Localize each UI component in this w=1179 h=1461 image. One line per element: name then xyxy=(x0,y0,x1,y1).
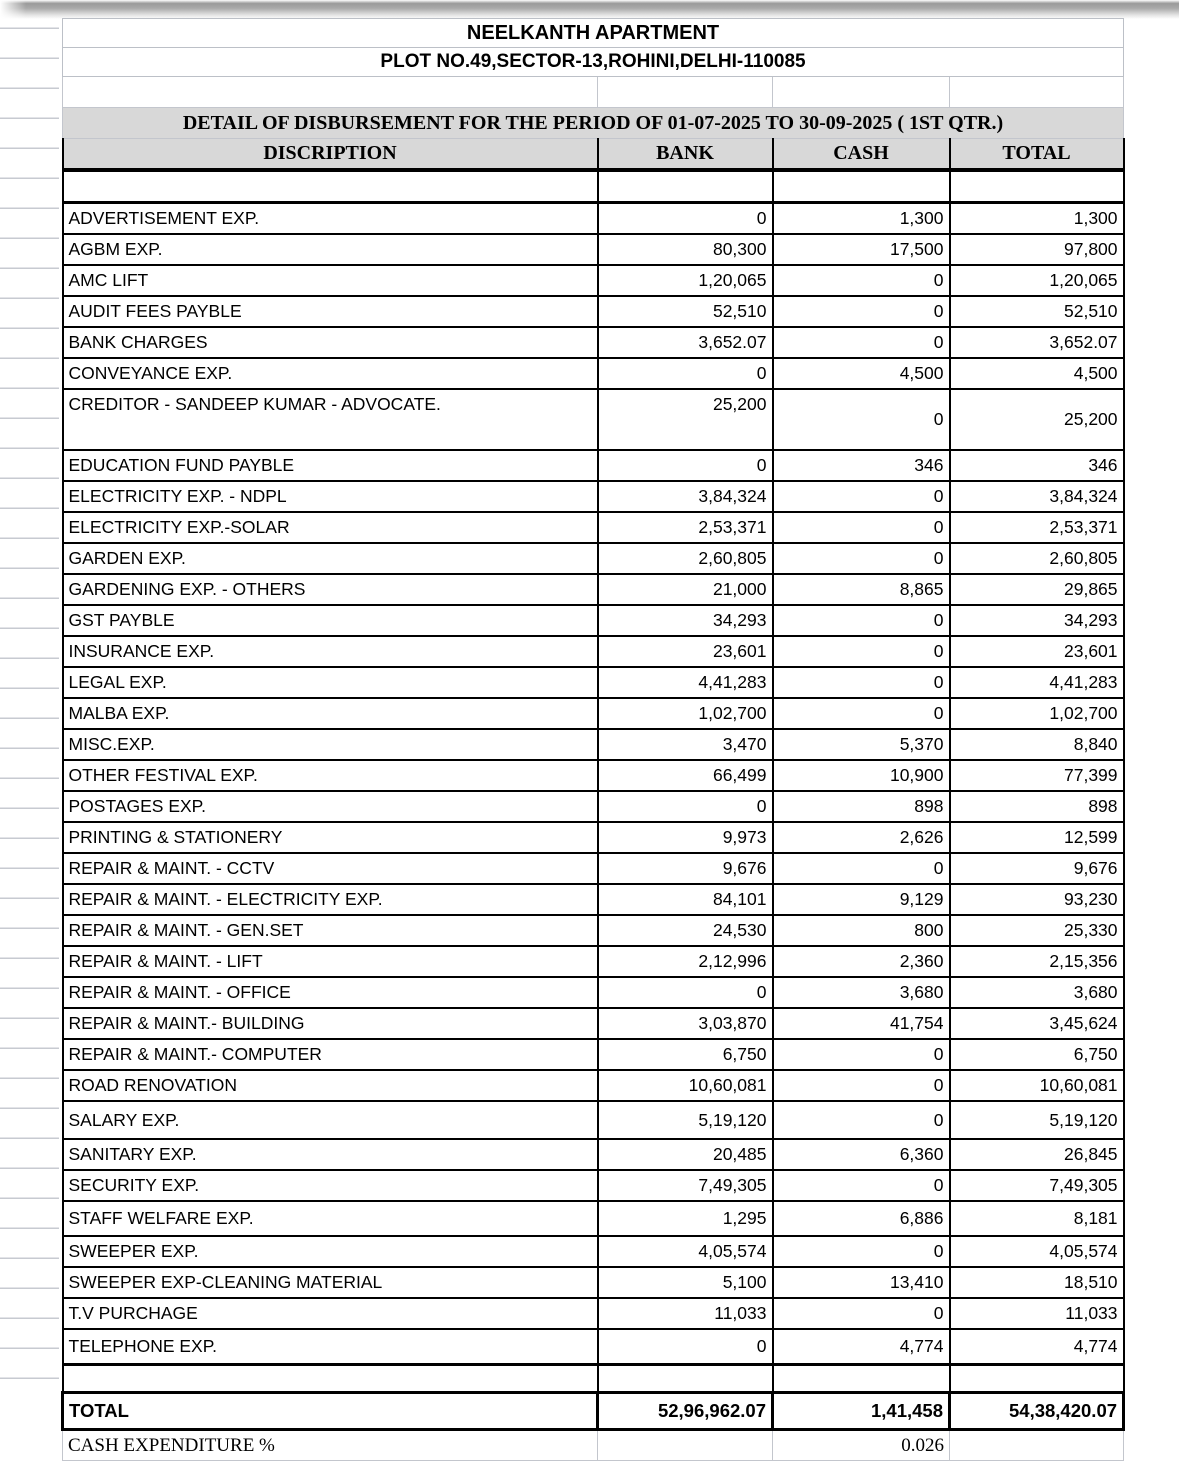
col-header-discription: DISCRIPTION xyxy=(63,139,598,171)
cash-amount: 0 xyxy=(773,1039,950,1070)
total-amount: 898 xyxy=(950,791,1124,822)
cash-amount: 0 xyxy=(773,327,950,358)
total-amount: 25,200 xyxy=(950,389,1124,450)
table-row xyxy=(63,265,1124,296)
bank-amount: 11,033 xyxy=(598,1298,773,1329)
table-row xyxy=(63,358,1124,389)
total-amount: 34,293 xyxy=(950,605,1124,636)
total-amount: 2,53,371 xyxy=(950,512,1124,543)
table-row xyxy=(63,667,1124,698)
row-description: INSURANCE EXP. xyxy=(63,636,598,667)
total-amount: 1,300 xyxy=(950,203,1124,235)
total-row xyxy=(63,1393,1124,1430)
total-amount: 4,774 xyxy=(950,1329,1124,1365)
cash-amount: 800 xyxy=(773,915,950,946)
cash-amount: 6,886 xyxy=(773,1201,950,1236)
total-amount: 9,676 xyxy=(950,853,1124,884)
row-description: PRINTING & STATIONERY xyxy=(63,822,598,853)
bank-amount: 0 xyxy=(598,203,773,235)
total-total-amount: 54,38,420.07 xyxy=(950,1393,1124,1430)
cash-expenditure-row xyxy=(63,1430,1124,1461)
bank-amount: 34,293 xyxy=(598,605,773,636)
page-title: NEELKANTH APARTMENT xyxy=(63,19,1124,48)
total-amount: 1,02,700 xyxy=(950,698,1124,729)
bank-amount: 2,53,371 xyxy=(598,512,773,543)
cash-amount: 2,626 xyxy=(773,822,950,853)
row-description: OTHER FESTIVAL EXP. xyxy=(63,760,598,791)
table-row xyxy=(63,296,1124,327)
row-description: CREDITOR - SANDEEP KUMAR - ADVOCATE. xyxy=(63,389,598,450)
total-amount: 1,20,065 xyxy=(950,265,1124,296)
row-description: CONVEYANCE EXP. xyxy=(63,358,598,389)
bank-amount: 5,100 xyxy=(598,1267,773,1298)
table-row xyxy=(63,1139,1124,1170)
row-description: REPAIR & MAINT. - ELECTRICITY EXP. xyxy=(63,884,598,915)
table-row xyxy=(63,1267,1124,1298)
row-description: ELECTRICITY EXP. - NDPL xyxy=(63,481,598,512)
total-cash-amount: 1,41,458 xyxy=(773,1393,950,1430)
cash-amount: 2,360 xyxy=(773,946,950,977)
total-amount: 3,45,624 xyxy=(950,1008,1124,1039)
cash-amount: 5,370 xyxy=(773,729,950,760)
total-amount: 18,510 xyxy=(950,1267,1124,1298)
row-description: MALBA EXP. xyxy=(63,698,598,729)
bank-amount: 21,000 xyxy=(598,574,773,605)
row-description: AUDIT FEES PAYBLE xyxy=(63,296,598,327)
cash-amount: 3,680 xyxy=(773,977,950,1008)
bank-amount: 0 xyxy=(598,977,773,1008)
table-row xyxy=(63,1101,1124,1139)
row-description: LEGAL EXP. xyxy=(63,667,598,698)
table-row xyxy=(63,512,1124,543)
footer-section xyxy=(63,1365,1124,1461)
row-description: TELEPHONE EXP. xyxy=(63,1329,598,1365)
cash-amount: 0 xyxy=(773,296,950,327)
row-description: T.V PURCHAGE xyxy=(63,1298,598,1329)
total-amount: 346 xyxy=(950,450,1124,481)
table-row xyxy=(63,884,1124,915)
cash-amount: 8,865 xyxy=(773,574,950,605)
bank-amount: 7,49,305 xyxy=(598,1170,773,1201)
total-amount: 6,750 xyxy=(950,1039,1124,1070)
title-row xyxy=(63,19,1124,48)
table-row xyxy=(63,1170,1124,1201)
page-top-scan-band xyxy=(0,0,1179,19)
cash-amount: 4,500 xyxy=(773,358,950,389)
total-amount: 25,330 xyxy=(950,915,1124,946)
row-description: REPAIR & MAINT.- BUILDING xyxy=(63,1008,598,1039)
table-row xyxy=(63,389,1124,450)
row-description: EDUCATION FUND PAYBLE xyxy=(63,450,598,481)
table-row xyxy=(63,1039,1124,1070)
table-row xyxy=(63,977,1124,1008)
total-amount: 4,500 xyxy=(950,358,1124,389)
cash-amount: 4,774 xyxy=(773,1329,950,1365)
total-amount: 77,399 xyxy=(950,760,1124,791)
bank-amount: 0 xyxy=(598,1329,773,1365)
bank-amount: 80,300 xyxy=(598,234,773,265)
empty-gap-row xyxy=(63,1365,1124,1393)
bank-amount: 0 xyxy=(598,358,773,389)
table-row xyxy=(63,698,1124,729)
cash-amount: 0 xyxy=(773,265,950,296)
table-row xyxy=(63,543,1124,574)
cash-amount: 0 xyxy=(773,1170,950,1201)
total-amount: 26,845 xyxy=(950,1139,1124,1170)
cash-amount: 0 xyxy=(773,1070,950,1101)
cash-expenditure-value: 0.026 xyxy=(773,1430,950,1461)
bank-amount: 23,601 xyxy=(598,636,773,667)
total-amount: 3,652.07 xyxy=(950,327,1124,358)
table-row xyxy=(63,450,1124,481)
table-row xyxy=(63,1070,1124,1101)
table-row xyxy=(63,946,1124,977)
row-description: REPAIR & MAINT. - CCTV xyxy=(63,853,598,884)
total-label: TOTAL xyxy=(63,1393,598,1430)
bank-amount: 84,101 xyxy=(598,884,773,915)
cash-amount: 898 xyxy=(773,791,950,822)
table-row xyxy=(63,1201,1124,1236)
bank-amount: 24,530 xyxy=(598,915,773,946)
total-amount: 3,680 xyxy=(950,977,1124,1008)
table-row xyxy=(63,760,1124,791)
col-header-bank: BANK xyxy=(598,139,773,171)
row-description: ADVERTISEMENT EXP. xyxy=(63,203,598,235)
bank-amount: 2,12,996 xyxy=(598,946,773,977)
total-bank-amount: 52,96,962.07 xyxy=(598,1393,773,1430)
total-amount: 10,60,081 xyxy=(950,1070,1124,1101)
table-row xyxy=(63,729,1124,760)
cash-amount: 0 xyxy=(773,389,950,450)
bank-amount: 0 xyxy=(598,791,773,822)
row-description: SWEEPER EXP. xyxy=(63,1236,598,1267)
col-header-total: TOTAL xyxy=(950,139,1124,171)
period-header: DETAIL OF DISBURSEMENT FOR THE PERIOD OF 01-07-2025 TO 30-09-2025 ( 1ST QTR.) xyxy=(63,108,1124,139)
cash-amount: 0 xyxy=(773,605,950,636)
cash-amount: 0 xyxy=(773,1298,950,1329)
cash-amount: 13,410 xyxy=(773,1267,950,1298)
row-description: GARDENING EXP. - OTHERS xyxy=(63,574,598,605)
row-description: AGBM EXP. xyxy=(63,234,598,265)
bank-amount: 25,200 xyxy=(598,389,773,450)
left-margin-gridlines xyxy=(0,19,59,1400)
table-row xyxy=(63,853,1124,884)
spacer-row xyxy=(63,170,1124,203)
cash-amount: 41,754 xyxy=(773,1008,950,1039)
subtitle-row xyxy=(63,48,1124,77)
table-row xyxy=(63,203,1124,235)
row-description: SANITARY EXP. xyxy=(63,1139,598,1170)
total-amount: 52,510 xyxy=(950,296,1124,327)
table-row xyxy=(63,1298,1124,1329)
bank-amount: 2,60,805 xyxy=(598,543,773,574)
table-row xyxy=(63,791,1124,822)
row-description: GARDEN EXP. xyxy=(63,543,598,574)
table-row xyxy=(63,1329,1124,1365)
total-amount: 2,15,356 xyxy=(950,946,1124,977)
cash-amount: 0 xyxy=(773,667,950,698)
table-row xyxy=(63,605,1124,636)
total-amount: 5,19,120 xyxy=(950,1101,1124,1139)
table-row xyxy=(63,1008,1124,1039)
row-description: REPAIR & MAINT. - LIFT xyxy=(63,946,598,977)
cash-amount: 0 xyxy=(773,698,950,729)
table-row xyxy=(63,234,1124,265)
bank-amount: 9,676 xyxy=(598,853,773,884)
cash-amount: 0 xyxy=(773,481,950,512)
row-description: STAFF WELFARE EXP. xyxy=(63,1201,598,1236)
cash-amount: 17,500 xyxy=(773,234,950,265)
cash-amount: 10,900 xyxy=(773,760,950,791)
total-amount: 29,865 xyxy=(950,574,1124,605)
bank-amount: 20,485 xyxy=(598,1139,773,1170)
cash-amount: 0 xyxy=(773,1101,950,1139)
column-header-row xyxy=(63,139,1124,171)
row-description: MISC.EXP. xyxy=(63,729,598,760)
table-row xyxy=(63,327,1124,358)
cash-amount: 0 xyxy=(773,543,950,574)
total-amount: 4,05,574 xyxy=(950,1236,1124,1267)
row-description: AMC LIFT xyxy=(63,265,598,296)
row-description: SECURITY EXP. xyxy=(63,1170,598,1201)
bank-amount: 10,60,081 xyxy=(598,1070,773,1101)
row-description: REPAIR & MAINT. - OFFICE xyxy=(63,977,598,1008)
bank-amount: 9,973 xyxy=(598,822,773,853)
cash-amount: 1,300 xyxy=(773,203,950,235)
table-row xyxy=(63,481,1124,512)
bank-amount: 52,510 xyxy=(598,296,773,327)
row-description: BANK CHARGES xyxy=(63,327,598,358)
cash-amount: 6,360 xyxy=(773,1139,950,1170)
table-row xyxy=(63,636,1124,667)
row-description: REPAIR & MAINT. - GEN.SET xyxy=(63,915,598,946)
row-description: REPAIR & MAINT.- COMPUTER xyxy=(63,1039,598,1070)
bank-amount: 3,652.07 xyxy=(598,327,773,358)
cash-amount: 0 xyxy=(773,853,950,884)
table-row xyxy=(63,822,1124,853)
cash-amount: 0 xyxy=(773,636,950,667)
bank-amount: 1,20,065 xyxy=(598,265,773,296)
expense-rows xyxy=(63,203,1124,1365)
header-section xyxy=(63,19,1124,203)
cash-expenditure-label: CASH EXPENDITURE % xyxy=(63,1430,598,1461)
bank-amount: 4,41,283 xyxy=(598,667,773,698)
bank-amount: 3,84,324 xyxy=(598,481,773,512)
cash-amount: 0 xyxy=(773,512,950,543)
disbursement-table xyxy=(61,18,1125,1461)
page-subtitle: PLOT NO.49,SECTOR-13,ROHINI,DELHI-110085 xyxy=(63,48,1124,77)
bank-amount: 4,05,574 xyxy=(598,1236,773,1267)
col-header-cash: CASH xyxy=(773,139,950,171)
table-row xyxy=(63,1236,1124,1267)
row-description: SALARY EXP. xyxy=(63,1101,598,1139)
total-amount: 3,84,324 xyxy=(950,481,1124,512)
bank-amount: 3,03,870 xyxy=(598,1008,773,1039)
bank-amount: 6,750 xyxy=(598,1039,773,1070)
total-amount: 23,601 xyxy=(950,636,1124,667)
bank-amount: 66,499 xyxy=(598,760,773,791)
cash-amount: 9,129 xyxy=(773,884,950,915)
table-row xyxy=(63,574,1124,605)
row-description: POSTAGES EXP. xyxy=(63,791,598,822)
total-amount: 8,840 xyxy=(950,729,1124,760)
bank-amount: 3,470 xyxy=(598,729,773,760)
row-description: GST PAYBLE xyxy=(63,605,598,636)
period-band-row xyxy=(63,108,1124,139)
empty-grid-row xyxy=(63,77,1124,108)
total-amount: 97,800 xyxy=(950,234,1124,265)
total-amount: 2,60,805 xyxy=(950,543,1124,574)
total-amount: 12,599 xyxy=(950,822,1124,853)
bank-amount: 1,295 xyxy=(598,1201,773,1236)
total-amount: 7,49,305 xyxy=(950,1170,1124,1201)
total-amount: 93,230 xyxy=(950,884,1124,915)
row-description: ROAD RENOVATION xyxy=(63,1070,598,1101)
table-row xyxy=(63,915,1124,946)
cash-amount: 346 xyxy=(773,450,950,481)
total-amount: 8,181 xyxy=(950,1201,1124,1236)
cash-amount: 0 xyxy=(773,1236,950,1267)
bank-amount: 5,19,120 xyxy=(598,1101,773,1139)
bank-amount: 1,02,700 xyxy=(598,698,773,729)
bank-amount: 0 xyxy=(598,450,773,481)
total-amount: 4,41,283 xyxy=(950,667,1124,698)
total-amount: 11,033 xyxy=(950,1298,1124,1329)
row-description: SWEEPER EXP-CLEANING MATERIAL xyxy=(63,1267,598,1298)
row-description: ELECTRICITY EXP.-SOLAR xyxy=(63,512,598,543)
